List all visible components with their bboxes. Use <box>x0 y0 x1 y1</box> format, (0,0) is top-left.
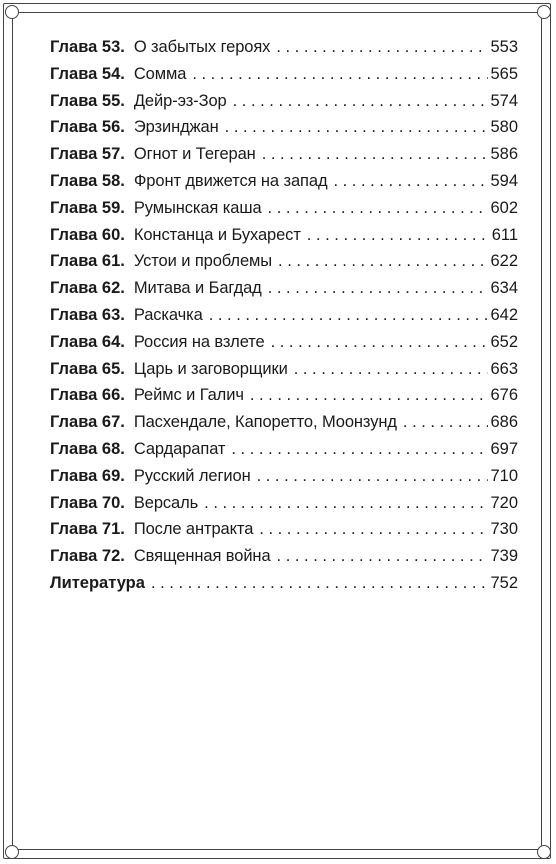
page-number: 553 <box>490 38 518 56</box>
chapter-label <box>50 168 125 195</box>
chapter-period: . <box>120 520 125 539</box>
corner-ornament <box>537 5 551 19</box>
chapter-period: . <box>120 386 125 405</box>
page-number: 574 <box>490 91 518 110</box>
toc-row-literature[interactable] <box>50 570 518 597</box>
chapter-number: 71 <box>101 520 121 539</box>
toc-row[interactable] <box>50 275 518 302</box>
chapter-label <box>50 356 125 383</box>
chapter-label <box>50 195 125 222</box>
toc-row[interactable] <box>50 382 518 409</box>
chapter-word: Глава <box>50 64 98 83</box>
toc-row[interactable] <box>50 356 518 383</box>
page-number: 676 <box>490 386 518 405</box>
chapter-label <box>50 543 125 570</box>
chapter-label <box>50 141 125 168</box>
dot-leader <box>268 275 489 302</box>
chapter-number: 65 <box>101 359 121 378</box>
chapter-word: Глава <box>50 198 98 217</box>
toc-row[interactable] <box>50 436 518 463</box>
table-of-contents <box>50 34 518 597</box>
chapter-title: Русский легион <box>133 466 251 485</box>
dot-leader <box>276 34 488 61</box>
chapter-word: Глава <box>50 91 98 110</box>
toc-row[interactable] <box>50 463 518 490</box>
chapter-period: . <box>120 547 125 566</box>
chapter-title: Устои и проблемы <box>133 252 273 271</box>
dot-leader <box>259 516 488 543</box>
chapter-label <box>50 248 125 275</box>
chapter-word: Глава <box>50 145 98 164</box>
chapter-word: Глава <box>50 520 98 539</box>
page-number: 686 <box>490 413 518 432</box>
dot-leader <box>307 222 490 249</box>
toc-row[interactable] <box>50 302 518 329</box>
chapter-number: 68 <box>101 439 121 458</box>
dot-leader <box>278 248 488 275</box>
toc-row[interactable] <box>50 329 518 356</box>
dot-leader <box>268 195 489 222</box>
dot-leader <box>271 329 489 356</box>
dot-leader <box>151 570 489 597</box>
chapter-label <box>50 463 125 490</box>
dot-leader <box>231 436 488 463</box>
chapter-title: Румынская каша <box>133 198 262 217</box>
dot-leader <box>403 409 489 436</box>
chapter-period: . <box>120 305 125 324</box>
chapter-period: . <box>120 332 125 351</box>
chapter-number: 57 <box>101 145 121 164</box>
chapter-title: О забытых героях <box>133 38 271 56</box>
dot-leader <box>294 356 489 383</box>
chapter-title: Пасхендале, Капоретто, Моонзунд <box>133 413 397 432</box>
dot-leader <box>209 302 489 329</box>
chapter-period: . <box>120 171 125 190</box>
chapter-word: Глава <box>50 413 98 432</box>
chapter-label <box>50 275 125 302</box>
toc-row[interactable] <box>50 114 518 141</box>
chapter-label <box>50 490 125 517</box>
chapter-title: Митава и Багдад <box>133 279 262 298</box>
chapter-period: . <box>120 279 125 298</box>
chapter-word: Глава <box>50 252 98 271</box>
toc-row[interactable] <box>50 88 518 115</box>
chapter-label <box>50 302 125 329</box>
chapter-period: . <box>120 225 125 244</box>
dot-leader <box>192 61 488 88</box>
chapter-number: 67 <box>101 413 121 432</box>
chapter-word: Глава <box>50 466 98 485</box>
chapter-word: Глава <box>50 386 98 405</box>
toc-row[interactable] <box>50 409 518 436</box>
page-number: 611 <box>491 225 518 244</box>
chapter-title: Сардарапат <box>133 439 226 458</box>
page-number: 730 <box>490 520 518 539</box>
chapter-label <box>50 409 125 436</box>
chapter-title: Огнот и Тегеран <box>133 145 256 164</box>
page-number: 602 <box>490 198 518 217</box>
corner-ornament <box>5 845 19 859</box>
page-number: 663 <box>490 359 518 378</box>
chapter-label <box>50 114 125 141</box>
chapter-label <box>50 88 125 115</box>
dot-leader <box>257 463 489 490</box>
chapter-label <box>50 436 125 463</box>
chapter-word: Глава <box>50 118 98 137</box>
toc-row[interactable] <box>50 34 518 61</box>
page-number: 634 <box>490 279 518 298</box>
chapter-label <box>50 329 125 356</box>
literature-title: Литература <box>50 573 145 592</box>
chapter-word: Глава <box>50 305 98 324</box>
chapter-period: . <box>120 118 125 137</box>
chapter-number: 53 <box>101 38 121 56</box>
chapter-title: Констанца и Бухарест <box>133 225 301 244</box>
chapter-title: После антракта <box>133 520 254 539</box>
toc-row[interactable] <box>50 222 518 249</box>
chapter-label <box>50 382 125 409</box>
chapter-title: Эрзинджан <box>133 118 219 137</box>
chapter-title: Россия на взлете <box>133 332 265 351</box>
chapter-label <box>50 516 125 543</box>
chapter-number: 69 <box>101 466 121 485</box>
chapter-word: Глава <box>50 439 98 458</box>
chapter-label <box>50 34 125 61</box>
toc-row[interactable] <box>50 248 518 275</box>
dot-leader <box>250 382 489 409</box>
page-number: 710 <box>490 466 518 485</box>
chapter-label <box>50 61 125 88</box>
chapter-period: . <box>120 359 125 378</box>
chapter-period: . <box>120 466 125 485</box>
corner-ornament <box>537 845 551 859</box>
chapter-number: 63 <box>101 305 121 324</box>
corner-ornament <box>5 5 19 19</box>
toc-row[interactable] <box>50 195 518 222</box>
chapter-number: 72 <box>101 547 121 566</box>
chapter-number: 54 <box>101 64 121 83</box>
chapter-number: 61 <box>101 252 121 271</box>
toc-row[interactable] <box>50 61 518 88</box>
page-number: 652 <box>490 332 518 351</box>
chapter-title: Сомма <box>133 64 187 83</box>
chapter-period: . <box>120 439 125 458</box>
chapter-number: 58 <box>101 171 121 190</box>
page-number: 642 <box>490 305 518 324</box>
dot-leader <box>262 141 489 168</box>
page-number: 622 <box>490 252 518 271</box>
chapter-period: . <box>120 91 125 110</box>
chapter-period: . <box>120 198 125 217</box>
chapter-number: 55 <box>101 91 121 110</box>
chapter-period: . <box>120 38 125 56</box>
chapter-title: Раскачка <box>133 305 203 324</box>
chapter-number: 56 <box>101 118 121 137</box>
chapter-period: . <box>120 145 125 164</box>
chapter-title: Дейр-эз-Зор <box>133 91 227 110</box>
page-number: 586 <box>490 145 518 164</box>
toc-row[interactable] <box>50 141 518 168</box>
chapter-word: Глава <box>50 171 98 190</box>
chapter-number: 66 <box>101 386 121 405</box>
chapter-word: Глава <box>50 547 98 566</box>
chapter-word: Глава <box>50 359 98 378</box>
dot-leader <box>333 168 488 195</box>
dot-leader <box>204 490 488 517</box>
chapter-period: . <box>120 252 125 271</box>
page-number: 594 <box>490 171 518 190</box>
toc-row[interactable] <box>50 490 518 517</box>
chapter-title: Версаль <box>133 493 199 512</box>
page-number: 752 <box>490 573 518 592</box>
page-number: 720 <box>490 493 518 512</box>
chapter-word: Глава <box>50 225 98 244</box>
page-number: 697 <box>490 439 518 458</box>
chapter-label <box>50 222 125 249</box>
chapter-title: Реймс и Галич <box>133 386 244 405</box>
page-number: 565 <box>490 64 518 83</box>
chapter-word: Глава <box>50 279 98 298</box>
toc-row[interactable] <box>50 516 518 543</box>
chapter-number: 62 <box>101 279 121 298</box>
toc-row[interactable] <box>50 168 518 195</box>
chapter-number: 60 <box>101 225 121 244</box>
chapter-title: Фронт движется на запад <box>133 171 328 190</box>
chapter-period: . <box>120 413 125 432</box>
chapter-number: 70 <box>101 493 121 512</box>
chapter-number: 59 <box>101 198 121 217</box>
chapter-word: Глава <box>50 493 98 512</box>
page-number: 739 <box>490 547 518 566</box>
chapter-period: . <box>120 493 125 512</box>
chapter-word: Глава <box>50 332 98 351</box>
dot-leader <box>225 114 489 141</box>
chapter-period: . <box>120 64 125 83</box>
chapter-title: Священная война <box>133 547 271 566</box>
toc-row[interactable] <box>50 543 518 570</box>
chapter-number: 64 <box>101 332 121 351</box>
dot-leader <box>277 543 489 570</box>
page-number: 580 <box>490 118 518 137</box>
dot-leader <box>233 88 489 115</box>
chapter-word: Глава <box>50 38 98 56</box>
chapter-title: Царь и заговорщики <box>133 359 288 378</box>
